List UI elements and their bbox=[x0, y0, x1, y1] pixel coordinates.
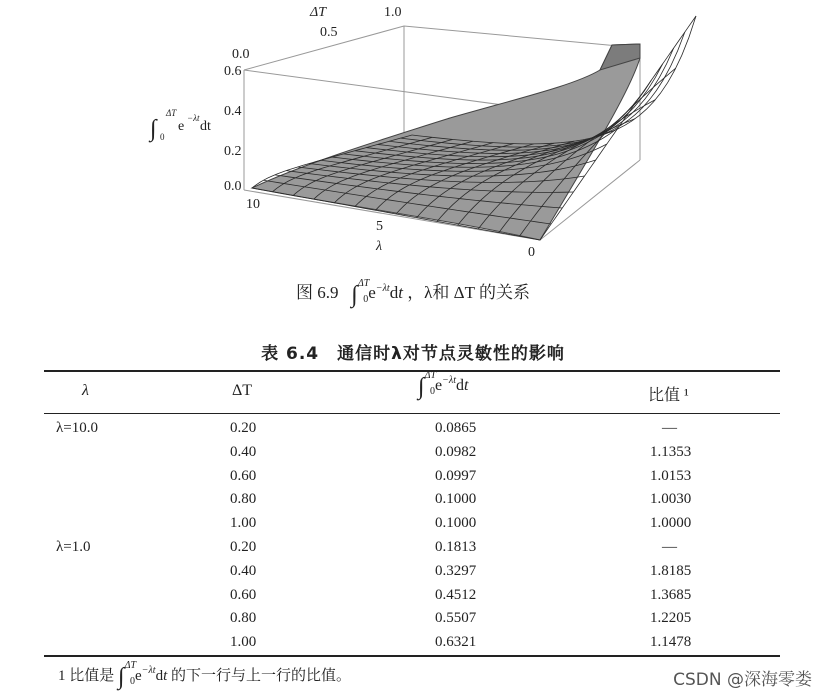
table-cell-lambda: λ=1.0 bbox=[56, 539, 91, 555]
dt-axis-label: ΔT bbox=[310, 5, 327, 20]
svg-text:−λt: −λt bbox=[187, 113, 200, 123]
z-tick-2: 0.4 bbox=[224, 104, 242, 119]
table-footnote bbox=[58, 660, 351, 691]
table-cell-dt: 0.40 bbox=[230, 562, 257, 579]
lambda-axis-label: λ bbox=[376, 239, 383, 254]
table-cell-dt: 0.80 bbox=[230, 491, 257, 508]
z-tick-3: 0.6 bbox=[224, 64, 242, 79]
watermark: CSDN @深海零娄 bbox=[673, 670, 812, 690]
z-tick-0: 0.0 bbox=[224, 179, 242, 194]
table-cell-dt: 0.80 bbox=[230, 610, 257, 627]
footnote-prefix: 1 比值是 bbox=[58, 668, 115, 684]
svg-text:dt: dt bbox=[200, 119, 211, 134]
figure-caption bbox=[0, 278, 826, 309]
lambda-tick-0: 10 bbox=[246, 197, 260, 212]
table-cell-ratio: — bbox=[662, 539, 677, 555]
table-cell-int: 0.3297 bbox=[435, 562, 477, 579]
table-cell-ratio: 1.0000 bbox=[650, 515, 692, 532]
table-cell-int: 0.4512 bbox=[435, 586, 477, 603]
table-cell-ratio: 1.2205 bbox=[650, 610, 692, 627]
table-cell-int: 0.0982 bbox=[435, 443, 477, 460]
dt-tick-1: 0.5 bbox=[320, 25, 338, 40]
table-cell-dt: 1.00 bbox=[230, 515, 257, 532]
lambda-tick-1: 5 bbox=[376, 219, 383, 234]
svg-text:e: e bbox=[178, 119, 185, 134]
dt-tick-2: 1.0 bbox=[384, 5, 402, 20]
table-cell-int: 0.1000 bbox=[435, 515, 477, 532]
table-cell-int: 0.6321 bbox=[435, 634, 477, 651]
table-cell-ratio: 1.0153 bbox=[650, 467, 692, 484]
z-axis-label bbox=[148, 108, 211, 143]
table-top-rule bbox=[44, 370, 780, 372]
table-title: 表 6.4 通信时λ对节点灵敏性的影响 bbox=[261, 344, 565, 364]
table-cell-lambda: λ=10.0 bbox=[56, 420, 98, 436]
table-cell-int: 0.1813 bbox=[435, 539, 477, 555]
table-cell-dt: 0.60 bbox=[230, 586, 257, 603]
header-integral: $\int^{\Delta T}_0e^{-\lambda t}dt$ bbox=[418, 370, 469, 400]
table-cell-ratio: — bbox=[662, 420, 677, 436]
table-cell-dt: 0.40 bbox=[230, 443, 257, 460]
footnote-integral: $\int^{\Delta T}_0e^{-\lambda t}dt$ bbox=[118, 660, 168, 690]
table-header-rule bbox=[44, 413, 780, 414]
table-cell-dt: 1.00 bbox=[230, 634, 257, 651]
table-cell-dt: 0.20 bbox=[230, 420, 257, 436]
table-cell-ratio: 1.8185 bbox=[650, 562, 692, 579]
table-cell-ratio: 1.3685 bbox=[650, 586, 692, 603]
table-cell-int: 0.0865 bbox=[435, 420, 477, 436]
table-cell-int: 0.1000 bbox=[435, 491, 477, 508]
table-bottom-rule bbox=[44, 655, 780, 657]
integral-expression: $\int^{\Delta T}_0e^{-\lambda t}dt$ bbox=[351, 278, 403, 308]
table-cell-int: 0.0997 bbox=[435, 467, 477, 484]
table-cell-dt: 0.60 bbox=[230, 467, 257, 484]
caption-suffix: ，λ和 ΔT 的关系 bbox=[407, 283, 530, 302]
footnote-suffix: 的下一行与上一行的比值。 bbox=[170, 668, 351, 684]
surface-plot bbox=[0, 0, 826, 270]
table-cell-dt: 0.20 bbox=[230, 539, 257, 555]
table-cell-ratio: 1.1353 bbox=[650, 443, 692, 460]
table-cell-ratio: 1.1478 bbox=[650, 634, 692, 651]
lambda-tick-2: 0 bbox=[528, 245, 535, 260]
dt-tick-0: 0.0 bbox=[232, 47, 250, 62]
caption-prefix: 图 6.9 bbox=[296, 283, 339, 302]
z-tick-1: 0.2 bbox=[224, 144, 242, 159]
header-dt: ΔT bbox=[232, 382, 253, 399]
svg-text:ΔT: ΔT bbox=[166, 108, 177, 118]
header-lambda: λ bbox=[82, 382, 89, 399]
header-ratio: 比值 ¹ bbox=[648, 387, 689, 404]
svg-text:0: 0 bbox=[160, 132, 165, 142]
table-cell-ratio: 1.0030 bbox=[650, 491, 692, 508]
table-cell-int: 0.5507 bbox=[435, 610, 477, 627]
svg-text:∫: ∫ bbox=[150, 116, 157, 142]
